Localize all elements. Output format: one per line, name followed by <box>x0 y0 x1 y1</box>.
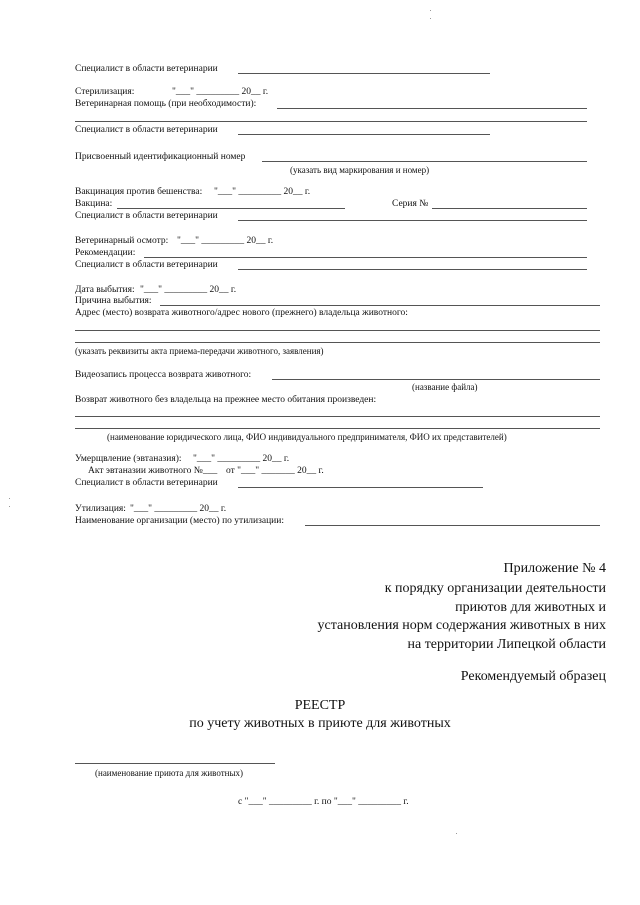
return-ownerless-line-2[interactable] <box>75 428 600 429</box>
utilization-label: Утилизация: <box>75 504 126 514</box>
video-label: Видеозапись процесса возврата животного: <box>75 370 252 380</box>
vet-exam-date: "___" _________ 20__ г. <box>177 236 274 246</box>
id-number-line[interactable] <box>262 161 587 162</box>
id-number-label: Присвоенный идентификационный номер <box>75 152 246 162</box>
departure-reason-line[interactable] <box>160 305 600 306</box>
vet-help-label: Ветеринарная помощь (при необходимости): <box>75 99 257 109</box>
euthanasia-label: Умерщвление (эвтаназия): <box>75 454 182 464</box>
scan-dot <box>9 506 10 507</box>
signature-line[interactable] <box>238 73 490 74</box>
euthanasia-act-from: от "___" _______ 20__ г. <box>226 466 324 476</box>
return-address-line[interactable] <box>75 330 600 331</box>
appendix-line-3: установления норм содержания животных в них <box>317 618 606 633</box>
vet-specialist-label-3: Специалист в области ветеринарии <box>75 211 218 221</box>
vaccine-line[interactable] <box>117 208 345 209</box>
series-label: Серия № <box>392 199 429 209</box>
euthanasia-act-label: Акт эвтаназии животного № <box>88 466 203 476</box>
rabies-date: "___" _________ 20__ г. <box>214 187 311 197</box>
return-ownerless-label: Возврат животного без владельца на прежнее место обитания произведен: <box>75 395 377 405</box>
org-caption: (наименование юридического лица, ФИО индивидуального предпринимателя, ФИО их представителей) <box>107 432 507 442</box>
signature-line[interactable] <box>238 487 483 488</box>
vet-specialist-label-1: Специалист в области ветеринарии <box>75 64 218 74</box>
appendix-line-1: к порядку организации деятельности <box>384 581 606 596</box>
return-ownerless-line[interactable] <box>75 416 600 417</box>
scan-dot <box>9 498 10 499</box>
recommendations-label: Рекомендации: <box>75 248 136 258</box>
vet-help-line[interactable] <box>277 108 587 109</box>
shelter-name-line[interactable] <box>75 763 275 764</box>
shelter-caption: (наименование приюта для животных) <box>95 768 244 778</box>
vet-help-line-2[interactable] <box>75 121 587 122</box>
appendix-number: Приложение № 4 <box>503 561 606 576</box>
utilization-org-label: Наименование организации (место) по утилизации: <box>75 516 284 526</box>
series-line[interactable] <box>432 208 587 209</box>
sample-label: Рекомендуемый образец <box>460 669 606 684</box>
euthanasia-date: "___" _________ 20__ г. <box>193 454 290 464</box>
recommendations-line[interactable] <box>144 257 587 258</box>
video-line[interactable] <box>272 379 600 380</box>
scan-dot <box>456 833 457 834</box>
appendix-line-4: на территории Липецкой области <box>407 637 606 652</box>
signature-line[interactable] <box>238 220 587 221</box>
vaccine-label: Вакцина: <box>75 199 113 209</box>
scan-dot <box>430 18 431 19</box>
scan-dot <box>430 10 431 11</box>
departure-reason-label: Причина выбытия: <box>75 296 152 306</box>
vet-exam-label: Ветеринарный осмотр: <box>75 236 169 246</box>
appendix-line-2: приютов для животных и <box>455 600 606 615</box>
vet-specialist-label-4: Специалист в области ветеринарии <box>75 260 218 270</box>
rabies-vaccination-label: Вакцинация против бешенства: <box>75 187 203 197</box>
return-address-line-2[interactable] <box>75 342 600 343</box>
signature-line[interactable] <box>238 134 490 135</box>
id-caption: (указать вид маркирования и номер) <box>290 165 430 175</box>
registry-subtitle: по учету животных в приюте для животных <box>189 716 451 731</box>
euthanasia-act-number: ___ <box>203 466 218 476</box>
vet-specialist-label-5: Специалист в области ветеринарии <box>75 478 218 488</box>
sterilization-label: Стерилизация: <box>75 87 135 97</box>
departure-date-label: Дата выбытия: <box>75 285 135 295</box>
registry-period: с "___" _________ г. по "___" _________ г. <box>238 797 409 807</box>
utilization-date: "___" _________ 20__ г. <box>130 504 227 514</box>
vet-specialist-label-2: Специалист в области ветеринарии <box>75 125 218 135</box>
return-address-label: Адрес (место) возврата животного/адрес нового (прежнего) владельца животного: <box>75 308 408 318</box>
sterilization-date: "___" _________ 20__ г. <box>172 87 269 97</box>
file-caption: (название файла) <box>412 382 478 392</box>
utilization-org-line[interactable] <box>305 525 600 526</box>
registry-title: РЕЕСТР <box>294 698 346 713</box>
signature-line[interactable] <box>238 269 587 270</box>
departure-date-value: "___" _________ 20__ г. <box>140 285 237 295</box>
act-caption: (указать реквизиты акта приема-передачи животного, заявления) <box>75 346 324 356</box>
